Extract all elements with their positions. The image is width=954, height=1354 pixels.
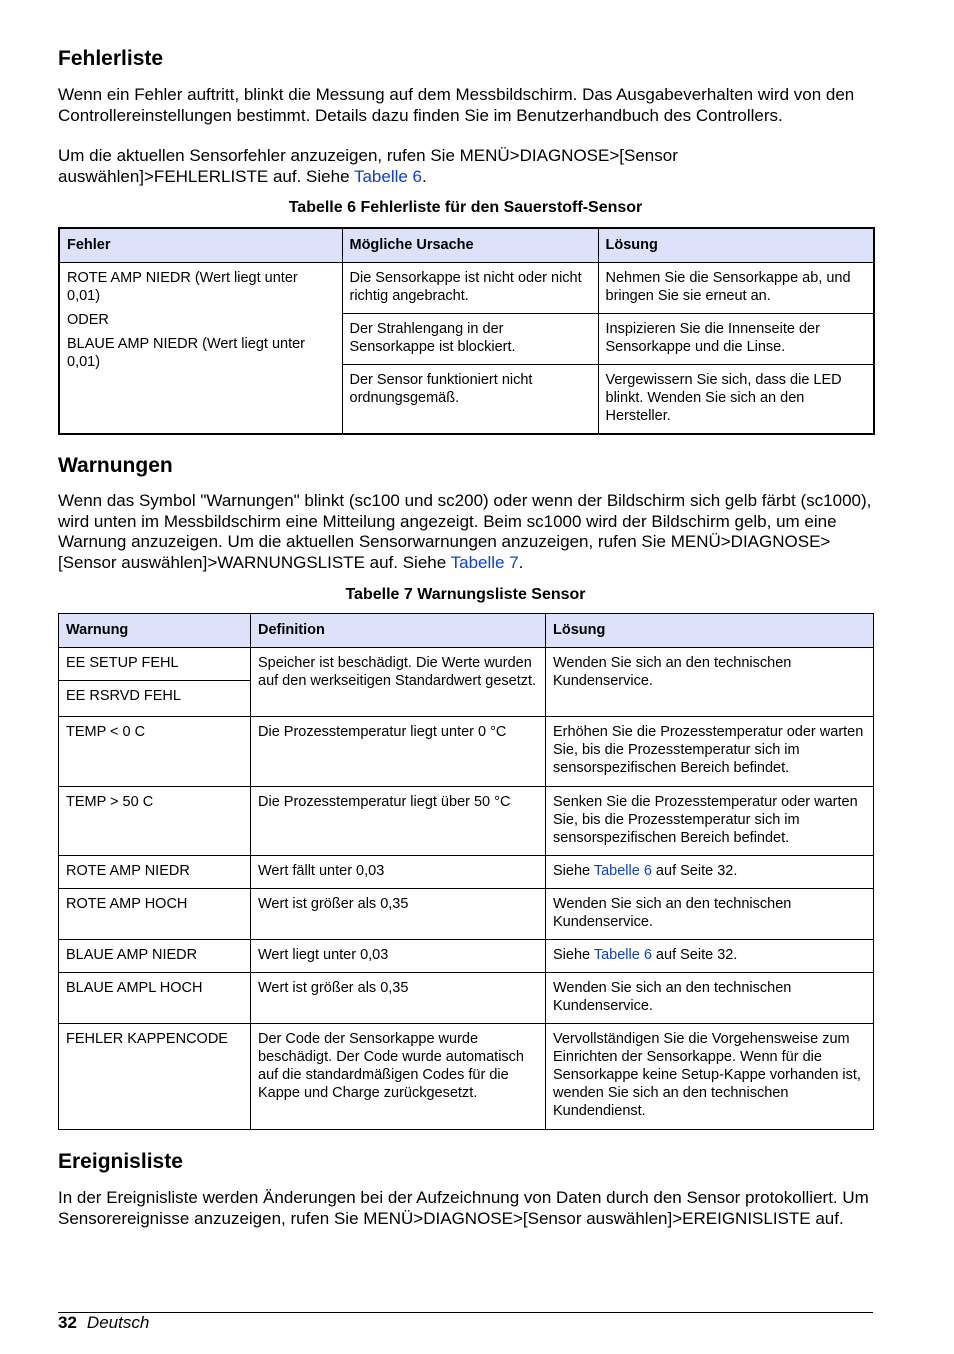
warnung-cell: ROTE AMP HOCH <box>59 889 251 940</box>
warnung-cell: EE SETUP FEHL <box>59 648 251 681</box>
section-heading-warnungen: Warnungen <box>58 454 173 477</box>
fehler-line: BLAUE AMP NIEDR (Wert liegt unter 0,01) <box>67 336 305 370</box>
definition-cell: Wert liegt unter 0,03 <box>251 940 546 973</box>
definition-cell: Die Prozesstemperatur liegt unter 0 °C <box>251 717 546 787</box>
col-header-definition: Definition <box>251 614 546 648</box>
table7-caption: Tabelle 7 Warnungsliste Sensor <box>345 586 586 603</box>
loesung-cell: Erhöhen Sie die Prozesstemperatur oder warten Sie, bis die Prozesstemperatur sich im sensorspezifischen Bereich befindet. <box>546 717 874 787</box>
ursache-cell: Der Strahlengang in der Sensorkappe ist blockiert. <box>342 314 598 365</box>
table-header-row <box>59 614 874 648</box>
definition-cell: Der Code der Sensorkappe wurde beschädigt. Der Code wurde automatisch auf die standardmäßigen Codes für die Kappe und Charge zurückgesetzt. <box>251 1024 546 1130</box>
table-row <box>59 973 874 1024</box>
col-header-ursache: Mögliche Ursache <box>342 228 598 263</box>
loesung-cell: Wenden Sie sich an den technischen Kundenservice. <box>546 889 874 940</box>
footer-divider <box>58 1312 873 1313</box>
link-tabelle-6[interactable]: Tabelle 6 <box>593 947 652 963</box>
fehler-cell <box>59 263 342 434</box>
warnung-cell: FEHLER KAPPENCODE <box>59 1024 251 1130</box>
definition-cell: Wert ist größer als 0,35 <box>251 889 546 940</box>
table-row <box>59 787 874 856</box>
definition-cell: Wert fällt unter 0,03 <box>251 856 546 889</box>
definition-cell: Wert ist größer als 0,35 <box>251 973 546 1024</box>
table-row <box>59 856 874 889</box>
table-row <box>59 648 874 681</box>
table-warnungsliste <box>58 613 874 1130</box>
loesung-cell: Senken Sie die Prozesstemperatur oder warten Sie, bis die Prozesstemperatur sich im sensorspezifischen Bereich befindet. <box>546 787 874 856</box>
fehlerliste-intro: Wenn ein Fehler auftritt, blinkt die Messung auf dem Messbildschirm. Das Ausgabeverhalten wird von den Controllereinstellungen bestimmt. Details dazu finden Sie im Benutzerhandbuch des Controllers. <box>58 85 855 125</box>
table-row <box>59 889 874 940</box>
warnung-cell: BLAUE AMP NIEDR <box>59 940 251 973</box>
warnung-cell: TEMP < 0 C <box>59 717 251 787</box>
col-header-loesung: Lösung <box>546 614 874 648</box>
loesung-cell: Siehe Tabelle 6 auf Seite 32. <box>546 856 874 889</box>
table-fehlerliste <box>58 227 875 435</box>
ursache-cell: Der Sensor funktioniert nicht ordnungsgemäß. <box>342 365 598 434</box>
loesung-cell: Vergewissern Sie sich, dass die LED blinkt. Wenden Sie sich an den Hersteller. <box>598 365 874 434</box>
ereignisliste-paragraph: In der Ereignisliste werden Änderungen bei der Aufzeichnung von Daten durch den Sensor protokolliert. Um Sensorereignisse anzuzeigen, rufen Sie MENÜ>DIAGNOSE>[Sensor auswählen]>EREIGNISLISTE auf. <box>58 1188 869 1228</box>
section-heading-ereignisliste: Ereignisliste <box>58 1150 183 1173</box>
table-row <box>59 940 874 973</box>
page-number: 32 <box>58 1313 77 1332</box>
table-header-row <box>59 228 874 263</box>
fehler-line: ODER <box>67 312 109 328</box>
table6-caption: Tabelle 6 Fehlerliste für den Sauerstoff-Sensor <box>288 199 643 216</box>
ursache-cell: Die Sensorkappe ist nicht oder nicht richtig angebracht. <box>342 263 598 314</box>
table-row <box>59 263 874 314</box>
definition-cell: Speicher ist beschädigt. Die Werte wurden auf den werkseitigen Standardwert gesetzt. <box>251 648 546 717</box>
col-header-warnung: Warnung <box>59 614 251 648</box>
loesung-cell: Wenden Sie sich an den technischen Kundenservice. <box>546 973 874 1024</box>
warnung-cell: EE RSRVD FEHL <box>59 681 251 717</box>
fehlerliste-instruction: Um die aktuellen Sensorfehler anzuzeigen, rufen Sie MENÜ>DIAGNOSE>[Sensor auswählen]>FEHLERLISTE auf. Siehe Tabelle 6. <box>58 146 678 186</box>
loesung-cell: Siehe Tabelle 6 auf Seite 32. <box>546 940 874 973</box>
fehler-line: ROTE AMP NIEDR (Wert liegt unter 0,01) <box>67 270 298 304</box>
col-header-fehler: Fehler <box>59 228 342 263</box>
section-heading-fehlerliste: Fehlerliste <box>58 47 164 70</box>
link-tabelle-6[interactable]: Tabelle 6 <box>353 166 423 186</box>
definition-cell: Die Prozesstemperatur liegt über 50 °C <box>251 787 546 856</box>
footer-language: Deutsch <box>86 1313 150 1332</box>
table-row <box>59 1024 874 1130</box>
warnung-cell: ROTE AMP NIEDR <box>59 856 251 889</box>
warnung-cell: BLAUE AMPL HOCH <box>59 973 251 1024</box>
warnung-cell: TEMP > 50 C <box>59 787 251 856</box>
link-tabelle-6[interactable]: Tabelle 6 <box>593 863 652 879</box>
loesung-cell: Inspizieren Sie die Innenseite der Sensorkappe und die Linse. <box>598 314 874 365</box>
loesung-cell: Wenden Sie sich an den technischen Kundenservice. <box>546 648 874 717</box>
loesung-cell: Nehmen Sie die Sensorkappe ab, und bringen Sie sie erneut an. <box>598 263 874 314</box>
loesung-cell: Vervollständigen Sie die Vorgehensweise zum Einrichten der Sensorkappe. Wenn für die Sensorkappe keine Setup-Kappe vorhanden ist, wenden Sie sich an den technischen Kundendienst. <box>546 1024 874 1130</box>
col-header-loesung: Lösung <box>598 228 874 263</box>
table-row <box>59 717 874 787</box>
link-tabelle-7[interactable]: Tabelle 7 <box>450 552 519 572</box>
page-footer <box>58 1313 149 1333</box>
warnungen-paragraph: Wenn das Symbol "Warnungen" blinkt (sc100 und sc200) oder wenn der Bildschirm sich gelb färbt (sc1000), wird unten im Messbildschirm eine Mitteilung angezeigt. Beim sc1000 wird der Bildschirm gelb, um eine Warnung anzuzeigen. Um die aktuellen Sensorwarnungen anzuzeigen, rufen Sie MENÜ>DIAGNOSE>[Sensor auswählen]>WARNUNGSLISTE auf. Siehe Tabelle 7. <box>58 491 872 572</box>
